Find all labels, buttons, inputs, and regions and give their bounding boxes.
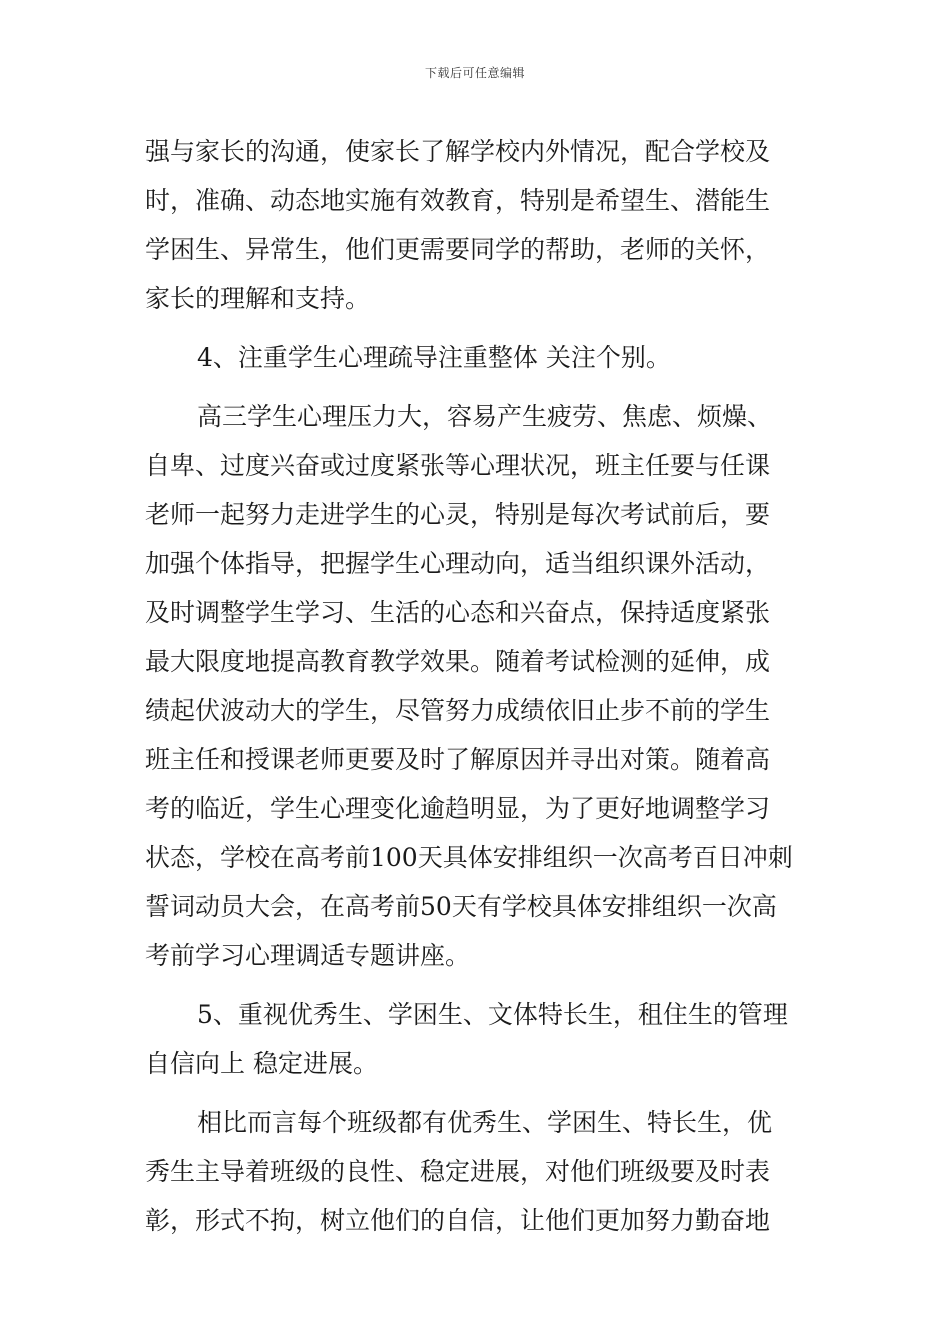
text-line: 誓词动员大会，在高考前50天有学校具体安排组织一次高 — [145, 892, 777, 921]
text-line: 高三学生心理压力大，容易产生疲劳、焦虑、烦燥、 — [197, 402, 773, 431]
document-body — [145, 127, 807, 1245]
text-line: 考的临近，学生心理变化逾趋明显，为了更好地调整学习 — [145, 794, 771, 823]
text-line: 最大限度地提高教育教学效果。随着考试检测的延伸，成 — [145, 647, 771, 676]
text-line: 班主任和授课老师更要及时了解原因并寻出对策。随着高 — [145, 745, 771, 774]
text-line: 自卑、过度兴奋或过度紧张等心理状况，班主任要与任课 — [145, 451, 771, 480]
text-line: 考前学习心理调适专题讲座。 — [145, 941, 471, 970]
text-line: 秀生主导着班级的良性、稳定进展，对他们班级要及时表 — [145, 1157, 771, 1186]
text-line: 相比而言每个班级都有优秀生、学困生、特长生，优 — [197, 1108, 773, 1137]
text-line: 强与家长的沟通，使家长了解学校内外情况，配合学校及 — [145, 137, 771, 166]
text-line: 及时调整学生学习、生活的心态和兴奋点，保持适度紧张 — [145, 598, 771, 627]
text-line: 状态，学校在高考前100天具体安排组织一次高考百日冲刺 — [145, 843, 793, 872]
text-line: 绩起伏波动大的学生，尽管努力成绩依旧止步不前的学生 — [145, 696, 771, 725]
text-line: 加强个体指导，把握学生心理动向，适当组织课外活动， — [145, 549, 771, 578]
section-heading: 4、注重学生心理疏导注重整体 关注个别。 — [197, 343, 671, 372]
text-line: 学困生、异常生，他们更需要同学的帮助，老师的关怀， — [145, 235, 771, 264]
text-line: 时，准确、动态地实施有效教育，特别是希望生、潜能生 — [145, 186, 771, 215]
text-line: 老师一起努力走进学生的心灵，特别是每次考试前后，要 — [145, 500, 771, 529]
text-line: 自信向上 稳定进展。 — [145, 1049, 378, 1078]
page-header: 下载后可任意编辑 — [424, 66, 525, 80]
section-heading: 5、重视优秀生、学困生、文体特长生，租住生的管理 — [197, 1000, 788, 1029]
text-line: 家长的理解和支持。 — [145, 284, 371, 313]
text-line: 彰，形式不拘，树立他们的自信，让他们更加努力勤奋地 — [145, 1206, 771, 1235]
